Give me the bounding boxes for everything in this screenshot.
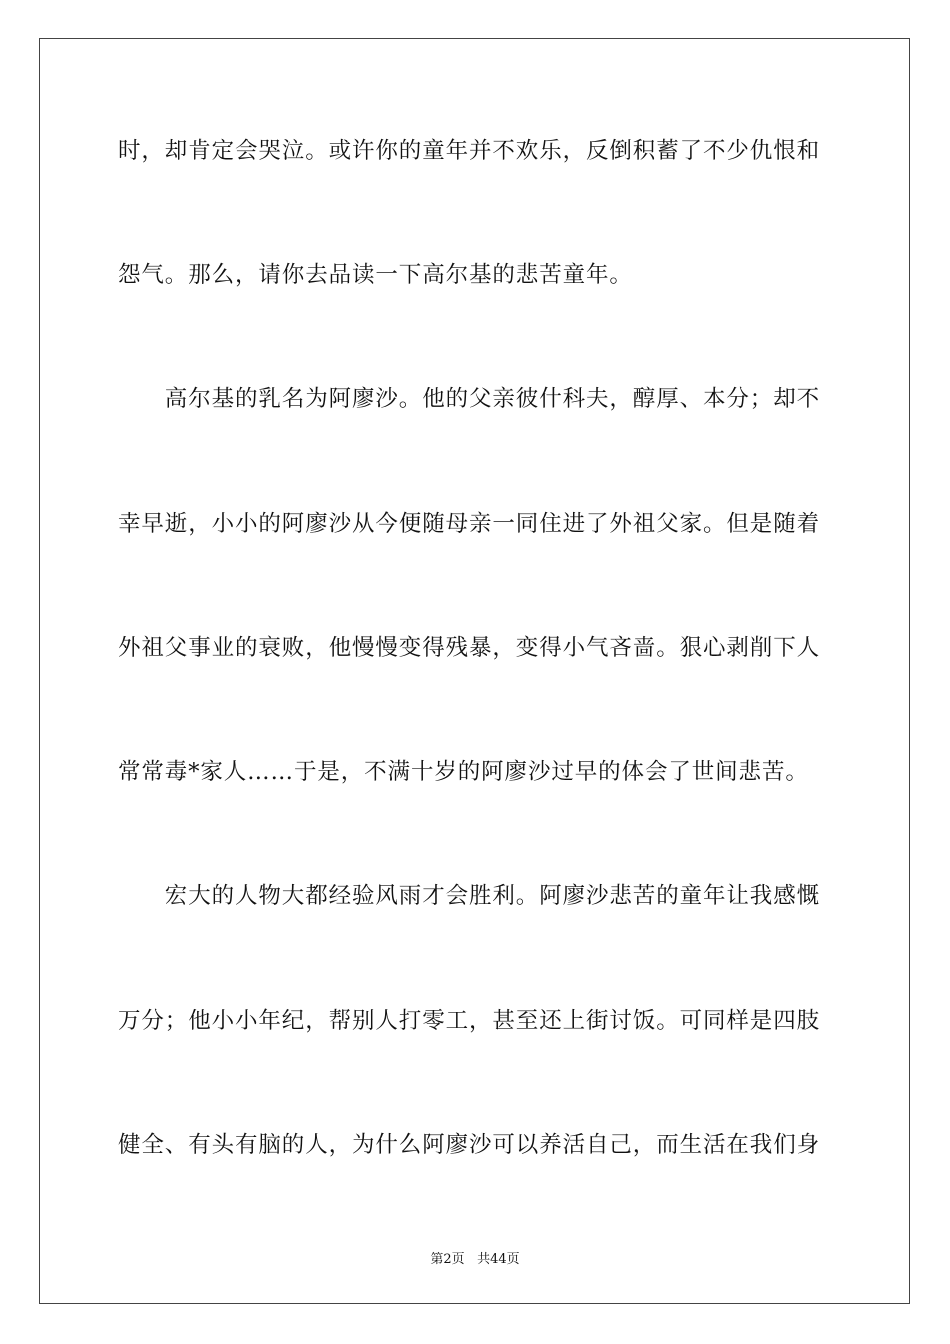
page-number: 第2页 [430,1252,465,1267]
page-border [39,38,910,1304]
page-footer [0,1248,950,1267]
total-pages: 共44页 [477,1252,520,1267]
text-line: 常常毒*家人……于是，不满十岁的阿廖沙过早的体会了世间悲苦。 [118,759,809,785]
text-line: 时，却肯定会哭泣。或许你的童年并不欢乐，反倒积蓄了不少仇恨和 [118,138,821,164]
text-line: 幸早逝，小小的阿廖沙从今便随母亲一同住进了外祖父家。但是随着 [118,511,821,537]
text-line: 宏大的人物大都经验风雨才会胜利。阿廖沙悲苦的童年让我感慨 [118,883,821,909]
text-line: 高尔基的乳名为阿廖沙。他的父亲彼什科夫，醇厚、本分；却不 [118,386,821,412]
text-line: 外祖父事业的衰败，他慢慢变得残暴，变得小气吝啬。狠心剥削下人 [118,635,821,661]
text-line: 健全、有头有脑的人，为什么阿廖沙可以养活自己，而生活在我们身 [118,1132,821,1158]
text-line: 万分；他小小年纪，帮别人打零工，甚至还上街讨饭。可同样是四肢 [118,1008,821,1034]
text-line: 怨气。那么，请你去品读一下高尔基的悲苦童年。 [118,262,633,288]
